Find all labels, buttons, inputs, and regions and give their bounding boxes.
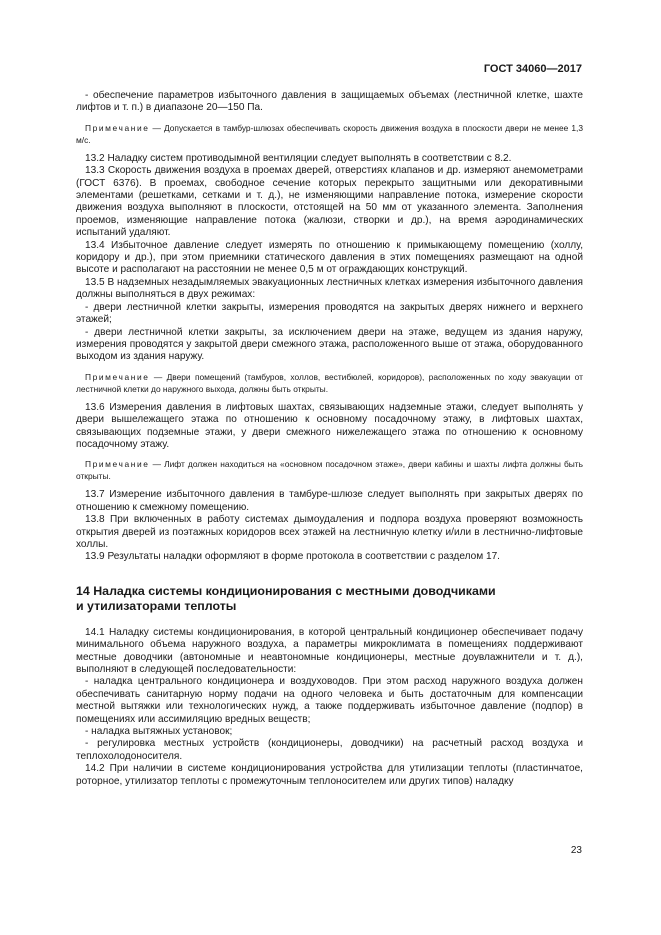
section-14-heading-line2: и утилизаторами теплоты — [76, 599, 237, 614]
paragraph-13-5: 13.5 В надземных незадымляемых эвакуационных лестничных клетках измерения избыточного давления должны выполняться в двух режимах: — [76, 276, 584, 301]
note-label: Примечание — [85, 122, 150, 133]
section-14-heading — [76, 584, 583, 615]
list-item: - наладка вытяжных установок; — [85, 726, 233, 738]
note-2 — [76, 371, 583, 395]
note-text: — Допускается в тамбур-шлюзах обеспечивать скорость движения воздуха в плоскости двери не менее 1,3 м/с. — [76, 122, 583, 145]
paragraph-14-1: 14.1 Наладку системы кондиционирования, в которой центральный кондиционер обеспечивает подачу минимального объема наружного воздуха, а параметры микроклимата в помещениях поддерживают местные доводчики (автономные и неавтономные кондиционеры, местные доувлажнители и т. д.), выполняют в следующей последовательности: — [76, 626, 583, 675]
note-label: Примечание — [85, 371, 150, 382]
note-label: Примечание — [85, 459, 150, 470]
paragraph-13-6: 13.6 Измерения давления в лифтовых шахтах, связывающих надземные этажи, следует выполнять у двери вышележащего этажа по отношению к основному посадочному этажу, в лифтовых шахтах, связывающих подземные этажи, у двери смежного нижележащего этажа по отношению к основному посадочному этажу. — [76, 401, 583, 450]
paragraph-13-5a: - двери лестничной клетки закрыты, измерения проводятся на закрытых дверях нижнего и верхнего этажей; — [76, 301, 583, 326]
list-item: - наладка центрального кондиционера и воздуховодов. При этом расход наружного воздуха должен обеспечивать санитарную норму подачи на одного человека и быть достаточным для компенсации местной вытяжки или технологических нужд, а также поддерживать избыточное давление (подпор) в помещениях или ассимиляцию вредных веществ; — [76, 676, 583, 725]
standard-header: ГОСТ 34060—2017 — [483, 63, 582, 75]
note-text: — Лифт должен находиться на «основном посадочном этаже», двери кабины и шахты лифта должны быть открыты. — [76, 459, 583, 482]
paragraph-p1: - обеспечение параметров избыточного давления в защищаемых объемах (лестничной клетке, шахте лифтов и т. п.) в диапазоне 20—150 Па. — [76, 90, 583, 114]
list-item: - регулировка местных устройств (кондиционеры, доводчики) на расчетный расход воздуха и теплохолодоносителя. — [76, 738, 583, 762]
section-14-heading-line1: 14 Наладка системы кондиционирования с местными доводчиками — [76, 583, 496, 598]
paragraph-13-9: 13.9 Результаты наладки оформляют в форме протокола в соответствии с разделом 17. — [85, 551, 500, 563]
paragraph-13-2: 13.2 Наладку систем противодымной вентиляции следует выполнять в соответствии с 8.2. — [85, 152, 512, 164]
paragraph-13-5b: - двери лестничной клетки закрыты, за исключением двери на этаже, ведущем из здания наружу, измерения проводятся у закрытой двери смежного этажа, расположенного выше от этажа, оборудованного выходом из здания наружу. — [76, 326, 583, 363]
page-number: 23 — [570, 845, 582, 856]
note-1 — [76, 122, 583, 146]
note-3 — [76, 458, 583, 482]
note-text: — Двери помещений (тамбуров, холлов, вестибюлей, коридоров), расположенных по ходу эвакуации от лестничной клетки до наружного выхода, должны быть открыты. — [76, 371, 583, 394]
paragraph-14-2: 14.2 При наличии в системе кондиционирования устройства для утилизации теплоты (пластинчатое, роторное, утилизатор теплоты с промежуточным теплоносителем или других типов) наладку — [76, 763, 583, 787]
paragraph-13-4: 13.4 Избыточное давление следует измерять по отношению к примыкающему помещению (холлу, коридору и др.), при этом приемники статического давления в этих помещениях размещают на одной высоте и располагают на расстоянии не менее 0,5 м от ограждающих конструкций. — [76, 239, 583, 276]
paragraph-13-8: 13.8 При включенных в работу системах дымоудаления и подпора воздуха проверяют возможность открытия дверей из поэтажных коридоров всех этажей на лестничную клетку и/или в лестнично-лифтовые холлы. — [76, 514, 583, 550]
page-content — [76, 90, 583, 788]
paragraph-13-7: 13.7 Измерение избыточного давления в тамбуре-шлюзе следует выполнять при закрытых дверях по отношению к смежному помещению. — [76, 489, 583, 513]
paragraph-13-3: 13.3 Скорость движения воздуха в проемах дверей, отверстиях клапанов и др. измеряют анемометрами (ГОСТ 6376). В проемах, свободное сечение которых перекрыто защитными или декоративными элементами (решетками, сетками и т. д.), не изменяющими направление потока, измерение скорости движения воздуха выполняют в плоскости, отстоящей на 50 мм от указанного элемента. Заполнения проемов, изменяющие направление потока (жалюзи, створки и др.), на время аэродинамических испытаний удаляют. — [76, 165, 583, 239]
